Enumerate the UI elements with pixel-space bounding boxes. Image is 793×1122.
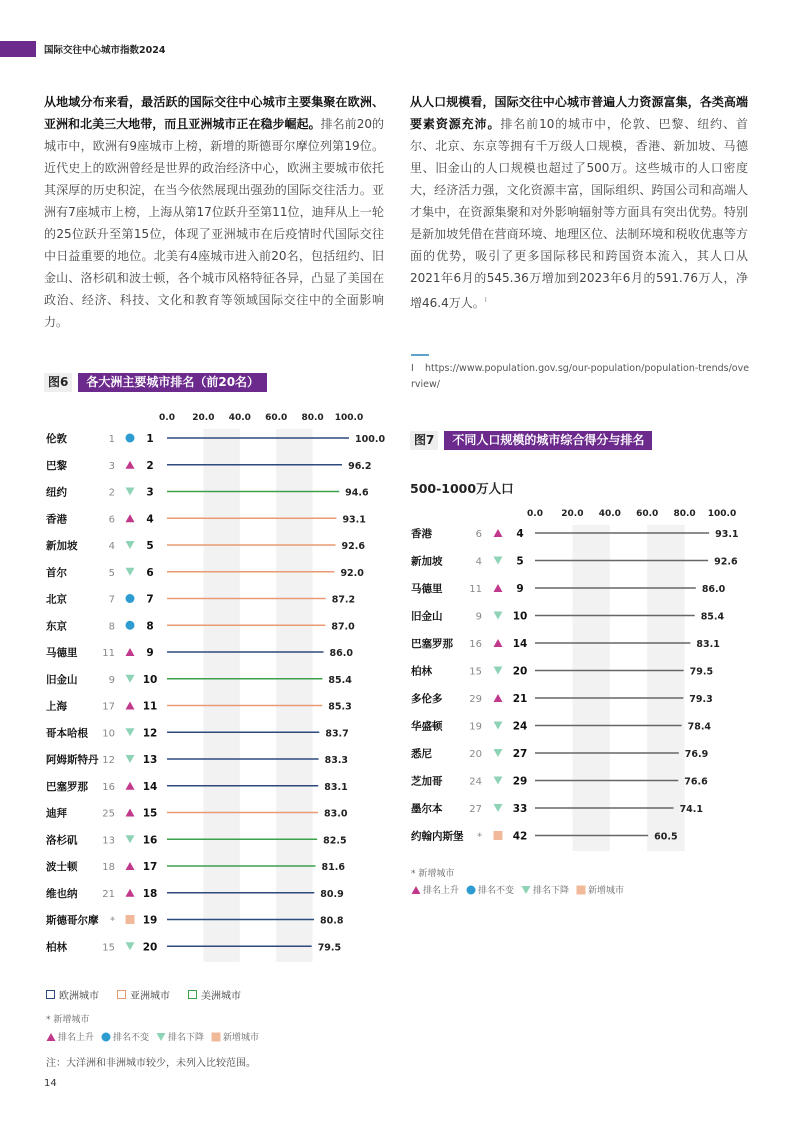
city-label: 新加坡 <box>411 555 443 568</box>
mark-up-icon <box>46 1032 56 1042</box>
city-label: 悉尼 <box>411 748 432 760</box>
mark-up-shape <box>47 1033 56 1041</box>
x-tick-label: 100.0 <box>334 413 364 423</box>
prev-rank: 16 <box>102 781 115 793</box>
score-value: 80.8 <box>320 915 344 927</box>
mark-legend-same <box>101 1030 149 1043</box>
rank-change-same-icon <box>126 621 135 630</box>
score-value: 83.7 <box>325 728 349 740</box>
rank-change-new-icon <box>494 831 503 840</box>
city-label: 迪拜 <box>46 807 67 820</box>
city-label: 马德里 <box>411 583 443 595</box>
city-label: 北京 <box>46 593 67 606</box>
prev-rank: 20 <box>469 749 482 760</box>
current-rank: 29 <box>512 775 528 788</box>
prev-rank: 25 <box>102 808 115 820</box>
x-tick-label: 80.0 <box>301 413 324 423</box>
score-value: 92.0 <box>340 567 364 579</box>
mark-legend-new <box>576 883 624 896</box>
current-rank: 15 <box>142 807 158 820</box>
rank-change-up-icon <box>126 889 135 897</box>
prev-rank: 11 <box>102 648 115 659</box>
rank-change-up-icon <box>126 514 135 522</box>
mark-legend-label: 排名上升 <box>423 886 460 896</box>
footnote-ref: I <box>484 296 487 304</box>
city-label: 纽约 <box>46 486 67 499</box>
prev-rank: 12 <box>102 755 115 766</box>
city-label: 巴塞罗那 <box>46 780 88 793</box>
score-value: 87.0 <box>331 621 355 633</box>
rank-change-down-icon <box>126 568 135 576</box>
mark-legend-up <box>46 1030 94 1043</box>
city-label: 香港 <box>411 528 432 540</box>
grid-band <box>572 525 609 851</box>
prev-rank: * <box>477 831 482 843</box>
current-rank: 17 <box>142 861 158 873</box>
current-rank: 9 <box>146 647 154 659</box>
city-label: 上海 <box>46 700 67 713</box>
mark-legend-label: 排名不变 <box>113 1033 150 1043</box>
footnote-divider <box>411 354 429 356</box>
current-rank: 14 <box>512 638 528 650</box>
footnote-marker: I <box>411 363 414 374</box>
legend-europe-label: 欧洲城市 <box>59 991 99 1002</box>
rank-change-same-icon <box>126 434 135 443</box>
mark-down-icon <box>521 885 531 895</box>
rank-change-up-icon <box>494 584 503 592</box>
prev-rank: 6 <box>108 514 115 526</box>
city-label: 维也纳 <box>46 887 78 900</box>
score-value: 96.2 <box>348 460 372 472</box>
prev-rank: 7 <box>108 594 115 606</box>
fig7-subtitle: 500-1000万人口 <box>410 481 514 496</box>
mark-same-icon <box>466 885 476 895</box>
city-label: 旧金山 <box>411 610 443 623</box>
score-value: 79.5 <box>317 942 342 954</box>
mark-legend-label: 新增城市 <box>588 886 625 896</box>
current-rank: 14 <box>142 780 158 793</box>
left-paragraph <box>44 91 384 333</box>
x-tick-label: 0.0 <box>527 509 543 519</box>
mark-legend-up <box>411 883 459 896</box>
fig6-region-legend <box>46 987 241 1002</box>
current-rank: 4 <box>146 513 154 526</box>
current-rank: 42 <box>512 830 528 843</box>
prev-rank: 13 <box>102 835 115 847</box>
prev-rank: 24 <box>469 776 482 788</box>
rank-change-up-icon <box>494 529 503 537</box>
rank-change-up-icon <box>494 694 503 702</box>
fig7-title: 不同人口规模的城市综合得分与排名 <box>444 431 652 450</box>
footer-note: 注：大洋洲和非洲城市较少，未列入比较范围。 <box>46 1058 256 1069</box>
page-number: 14 <box>44 1078 57 1089</box>
score-value: 93.1 <box>342 514 366 526</box>
prev-rank: 17 <box>102 701 115 713</box>
fig6-title: 各大洲主要城市排名（前20名） <box>78 373 267 392</box>
current-rank: 13 <box>142 754 158 766</box>
current-rank: 24 <box>512 720 528 733</box>
mark-legend-same <box>466 883 514 896</box>
prev-rank: 11 <box>469 584 482 595</box>
prev-rank: 6 <box>475 529 482 540</box>
score-value: 83.0 <box>324 808 348 820</box>
score-value: 79.5 <box>689 666 714 678</box>
city-label: 华盛顿 <box>411 720 443 733</box>
current-rank: 19 <box>142 914 158 927</box>
rank-change-down-icon <box>494 804 503 812</box>
fig7-mark-legend <box>411 883 631 896</box>
city-label: 新加坡 <box>46 540 78 552</box>
mark-up-shape <box>412 886 421 894</box>
score-value: 81.6 <box>321 862 345 873</box>
score-value: 85.4 <box>700 611 725 623</box>
rank-change-down-icon <box>126 675 135 683</box>
x-tick-label: 40.0 <box>228 413 251 423</box>
prev-rank: 3 <box>108 460 115 472</box>
current-rank: 12 <box>142 727 158 740</box>
mark-legend-label: 排名不变 <box>478 886 515 896</box>
rank-change-down-icon <box>126 942 135 950</box>
score-value: 76.9 <box>684 749 709 760</box>
prev-rank: 8 <box>108 621 115 633</box>
x-tick-label: 0.0 <box>159 413 175 423</box>
prev-rank: 10 <box>102 728 115 740</box>
score-value: 83.1 <box>696 639 720 650</box>
legend-europe <box>46 987 99 1002</box>
rank-change-down-icon <box>126 541 135 549</box>
city-label: 柏林 <box>411 665 432 678</box>
current-rank: 20 <box>142 941 158 954</box>
current-rank: 16 <box>142 834 158 847</box>
score-value: 78.4 <box>687 721 712 733</box>
x-tick-label: 20.0 <box>192 413 215 423</box>
city-label: 马德里 <box>46 647 78 659</box>
rank-change-up-icon <box>126 862 135 870</box>
fig6-label <box>44 373 267 392</box>
grid-band <box>276 429 312 962</box>
right-paragraph-body: 排名前10的城市中，伦敦、巴黎、纽约、首尔、北京、东京等拥有千万级人口规模，香港、新加坡、马德里、旧金山的人口规模也超过了500万。这些城市的人口密度大，经济活力强，文化资源丰富，国际组织、跨国公司和高端人才集中，在资源集聚和对外影响辐射等方面具有突出优势。特别是新加坡凭借在营商环境、地理区位、法制环境和税收优惠等方面的优势，吸引了更多国际移民和跨国资本流入，其人口从2021年6月的545.36万增加到2023年6月的591.76万人，净增46.4万人。 <box>410 117 748 310</box>
legend-asia <box>117 987 170 1002</box>
header-title: 国际交往中心城市指数2024 <box>44 45 166 56</box>
city-label: 洛杉矶 <box>46 834 78 847</box>
footnote <box>411 361 751 393</box>
city-label: 旧金山 <box>46 673 78 686</box>
legend-america <box>188 987 241 1002</box>
mark-same-shape <box>102 1032 111 1041</box>
city-label: 柏林 <box>46 941 67 954</box>
city-label: 多伦多 <box>411 693 443 705</box>
mark-legend-label: 新增城市 <box>223 1033 260 1043</box>
score-value: 86.0 <box>701 584 726 595</box>
score-value: 85.4 <box>328 674 352 686</box>
score-value: 92.6 <box>714 556 738 568</box>
legend-america-label: 美洲城市 <box>201 991 241 1002</box>
x-tick-label: 100.0 <box>707 509 737 519</box>
x-tick-label: 60.0 <box>636 509 659 519</box>
city-label: 哥本哈根 <box>46 727 88 740</box>
score-value: 87.2 <box>331 594 356 606</box>
rank-change-up-icon <box>126 461 135 469</box>
rank-change-up-icon <box>126 809 135 817</box>
current-rank: 6 <box>146 566 154 579</box>
mark-legend-down <box>156 1030 204 1043</box>
city-label: 香港 <box>46 513 67 526</box>
current-rank: 4 <box>516 528 524 540</box>
rank-change-down-icon <box>126 728 135 736</box>
mark-same-icon <box>101 1032 111 1042</box>
rank-change-up-icon <box>494 639 503 647</box>
score-value: 93.1 <box>715 529 739 540</box>
grid-band <box>203 429 239 962</box>
prev-rank: 19 <box>469 721 482 733</box>
x-tick-label: 60.0 <box>265 413 288 423</box>
current-rank: 1 <box>146 433 154 445</box>
grid-band <box>647 525 684 851</box>
mark-legend-label: 排名下降 <box>168 1033 205 1043</box>
prev-rank: * <box>110 915 115 927</box>
x-tick-label: 20.0 <box>561 509 584 519</box>
fig6-new-city-note: * 新增城市 <box>46 1015 90 1025</box>
score-value: 76.6 <box>684 776 708 788</box>
mark-legend-down <box>521 883 569 896</box>
current-rank: 20 <box>512 665 528 678</box>
score-value: 86.0 <box>329 648 353 659</box>
city-label: 东京 <box>46 620 67 633</box>
prev-rank: 9 <box>475 611 482 623</box>
city-label: 伦敦 <box>46 433 67 445</box>
header-accent-bar <box>0 41 36 57</box>
score-value: 82.5 <box>323 835 347 847</box>
score-value: 80.9 <box>320 888 344 900</box>
city-label: 芝加哥 <box>411 775 443 788</box>
score-value: 92.6 <box>341 541 365 552</box>
prev-rank: 5 <box>108 567 115 579</box>
mark-new-shape <box>212 1032 221 1041</box>
mark-legend-label: 排名上升 <box>58 1033 95 1043</box>
score-value: 85.3 <box>328 701 352 713</box>
prev-rank: 27 <box>469 804 482 815</box>
mark-new-icon <box>211 1032 221 1042</box>
left-paragraph-body: 排名前20的城市中，欧洲有9座城市上榜，新增的斯德哥尔摩位列第19位。近代史上的欧洲曾经是世界的政治经济中心，欧洲主要城市依托其深厚的历史积淀，在当今依然展现出强劲的国际交往活力。亚洲有7座城市上榜，上海从第17位跃升至第11位，迪拜从上一轮的25位跃升至第15位，体现了亚洲城市在后疫情时代国际交往中日益重要的地位。北美有4座城市进入前20名，包括纽约、旧金山、洛杉矶和波士顿，各个城市风格特征各异，凸显了美国在政治、经济、科技、文化和教育等领域国际交往中的全面影响力。 <box>44 117 384 329</box>
mark-legend-new <box>211 1030 259 1043</box>
city-label: 波士顿 <box>46 861 78 873</box>
rank-change-down-icon <box>494 612 503 620</box>
score-value: 79.3 <box>689 694 713 705</box>
fig7-new-city-note: * 新增城市 <box>411 869 455 879</box>
current-rank: 5 <box>146 540 154 552</box>
current-rank: 5 <box>516 555 524 568</box>
mark-legend-label: 排名下降 <box>533 886 570 896</box>
city-label: 巴黎 <box>46 459 67 472</box>
score-value: 60.5 <box>654 831 678 843</box>
rank-change-down-icon <box>126 488 135 496</box>
city-label: 首尔 <box>46 566 67 579</box>
fig6-number: 图6 <box>44 373 72 392</box>
current-rank: 11 <box>142 700 158 713</box>
rank-change-down-icon <box>494 722 503 730</box>
prev-rank: 4 <box>475 556 482 568</box>
current-rank: 8 <box>146 620 154 633</box>
prev-rank: 9 <box>108 674 115 686</box>
rank-change-new-icon <box>126 915 135 924</box>
rank-change-down-icon <box>126 755 135 763</box>
prev-rank: 18 <box>102 862 115 873</box>
city-label: 约翰内斯堡 <box>411 830 464 843</box>
mark-down-shape <box>157 1033 166 1041</box>
prev-rank: 2 <box>108 487 115 499</box>
fig7-number: 图7 <box>410 431 438 450</box>
rank-change-down-icon <box>494 667 503 675</box>
city-label: 巴塞罗那 <box>411 638 453 650</box>
current-rank: 21 <box>512 693 528 705</box>
score-value: 100.0 <box>355 434 386 445</box>
prev-rank: 15 <box>102 942 115 954</box>
rank-change-same-icon <box>126 594 135 603</box>
rank-change-up-icon <box>126 782 135 790</box>
right-paragraph <box>410 91 748 314</box>
left-paragraph-lead: 从地域分布来看，最活跃的国际交往中心城市主要集聚在欧洲、亚洲和北美三大地带，而且亚洲城市正在稳步崛起。 <box>44 95 384 131</box>
city-label: 斯德哥尔摩 <box>46 914 99 927</box>
current-rank: 10 <box>512 610 528 623</box>
right-paragraph-lead: 从人口规模看，国际交往中心城市普遍人力资源富集，各类高端要素资源充沛。 <box>410 95 748 131</box>
fig7-chart <box>405 503 760 853</box>
legend-america-swatch <box>188 990 197 999</box>
mark-down-shape <box>522 886 531 894</box>
rank-change-up-icon <box>126 648 135 656</box>
current-rank: 9 <box>516 583 524 595</box>
prev-rank: 21 <box>102 888 115 900</box>
score-value: 83.3 <box>324 755 349 766</box>
current-rank: 2 <box>146 459 154 472</box>
legend-asia-swatch <box>117 990 126 999</box>
prev-rank: 1 <box>108 434 115 445</box>
score-value: 74.1 <box>679 804 704 815</box>
rank-change-down-icon <box>494 557 503 565</box>
current-rank: 33 <box>512 803 528 815</box>
rank-change-down-icon <box>126 835 135 843</box>
mark-same-shape <box>467 885 476 894</box>
mark-new-icon <box>576 885 586 895</box>
current-rank: 27 <box>512 748 528 760</box>
score-value: 94.6 <box>345 487 369 499</box>
rank-change-up-icon <box>126 702 135 710</box>
footnote-link[interactable]: https://www.population.gov.sg/our-population/population-trends/overview/ <box>411 363 750 390</box>
mark-new-shape <box>577 885 586 894</box>
rank-change-down-icon <box>494 777 503 785</box>
rank-change-down-icon <box>494 749 503 757</box>
legend-europe-swatch <box>46 990 55 999</box>
city-label: 阿姆斯特丹 <box>46 754 99 766</box>
legend-asia-label: 亚洲城市 <box>130 991 170 1002</box>
prev-rank: 16 <box>469 639 482 650</box>
fig6-chart <box>40 405 400 965</box>
current-rank: 7 <box>146 593 154 606</box>
x-tick-label: 40.0 <box>598 509 621 519</box>
mark-up-icon <box>411 885 421 895</box>
prev-rank: 15 <box>469 666 482 678</box>
prev-rank: 29 <box>469 694 482 705</box>
current-rank: 18 <box>142 887 158 900</box>
score-value: 83.1 <box>324 781 348 793</box>
current-rank: 10 <box>142 673 158 686</box>
fig7-label <box>410 431 652 450</box>
city-label: 墨尔本 <box>411 803 443 815</box>
fig6-mark-legend <box>46 1030 266 1043</box>
prev-rank: 4 <box>108 541 115 552</box>
mark-down-icon <box>156 1032 166 1042</box>
current-rank: 3 <box>146 486 154 499</box>
x-tick-label: 80.0 <box>673 509 696 519</box>
